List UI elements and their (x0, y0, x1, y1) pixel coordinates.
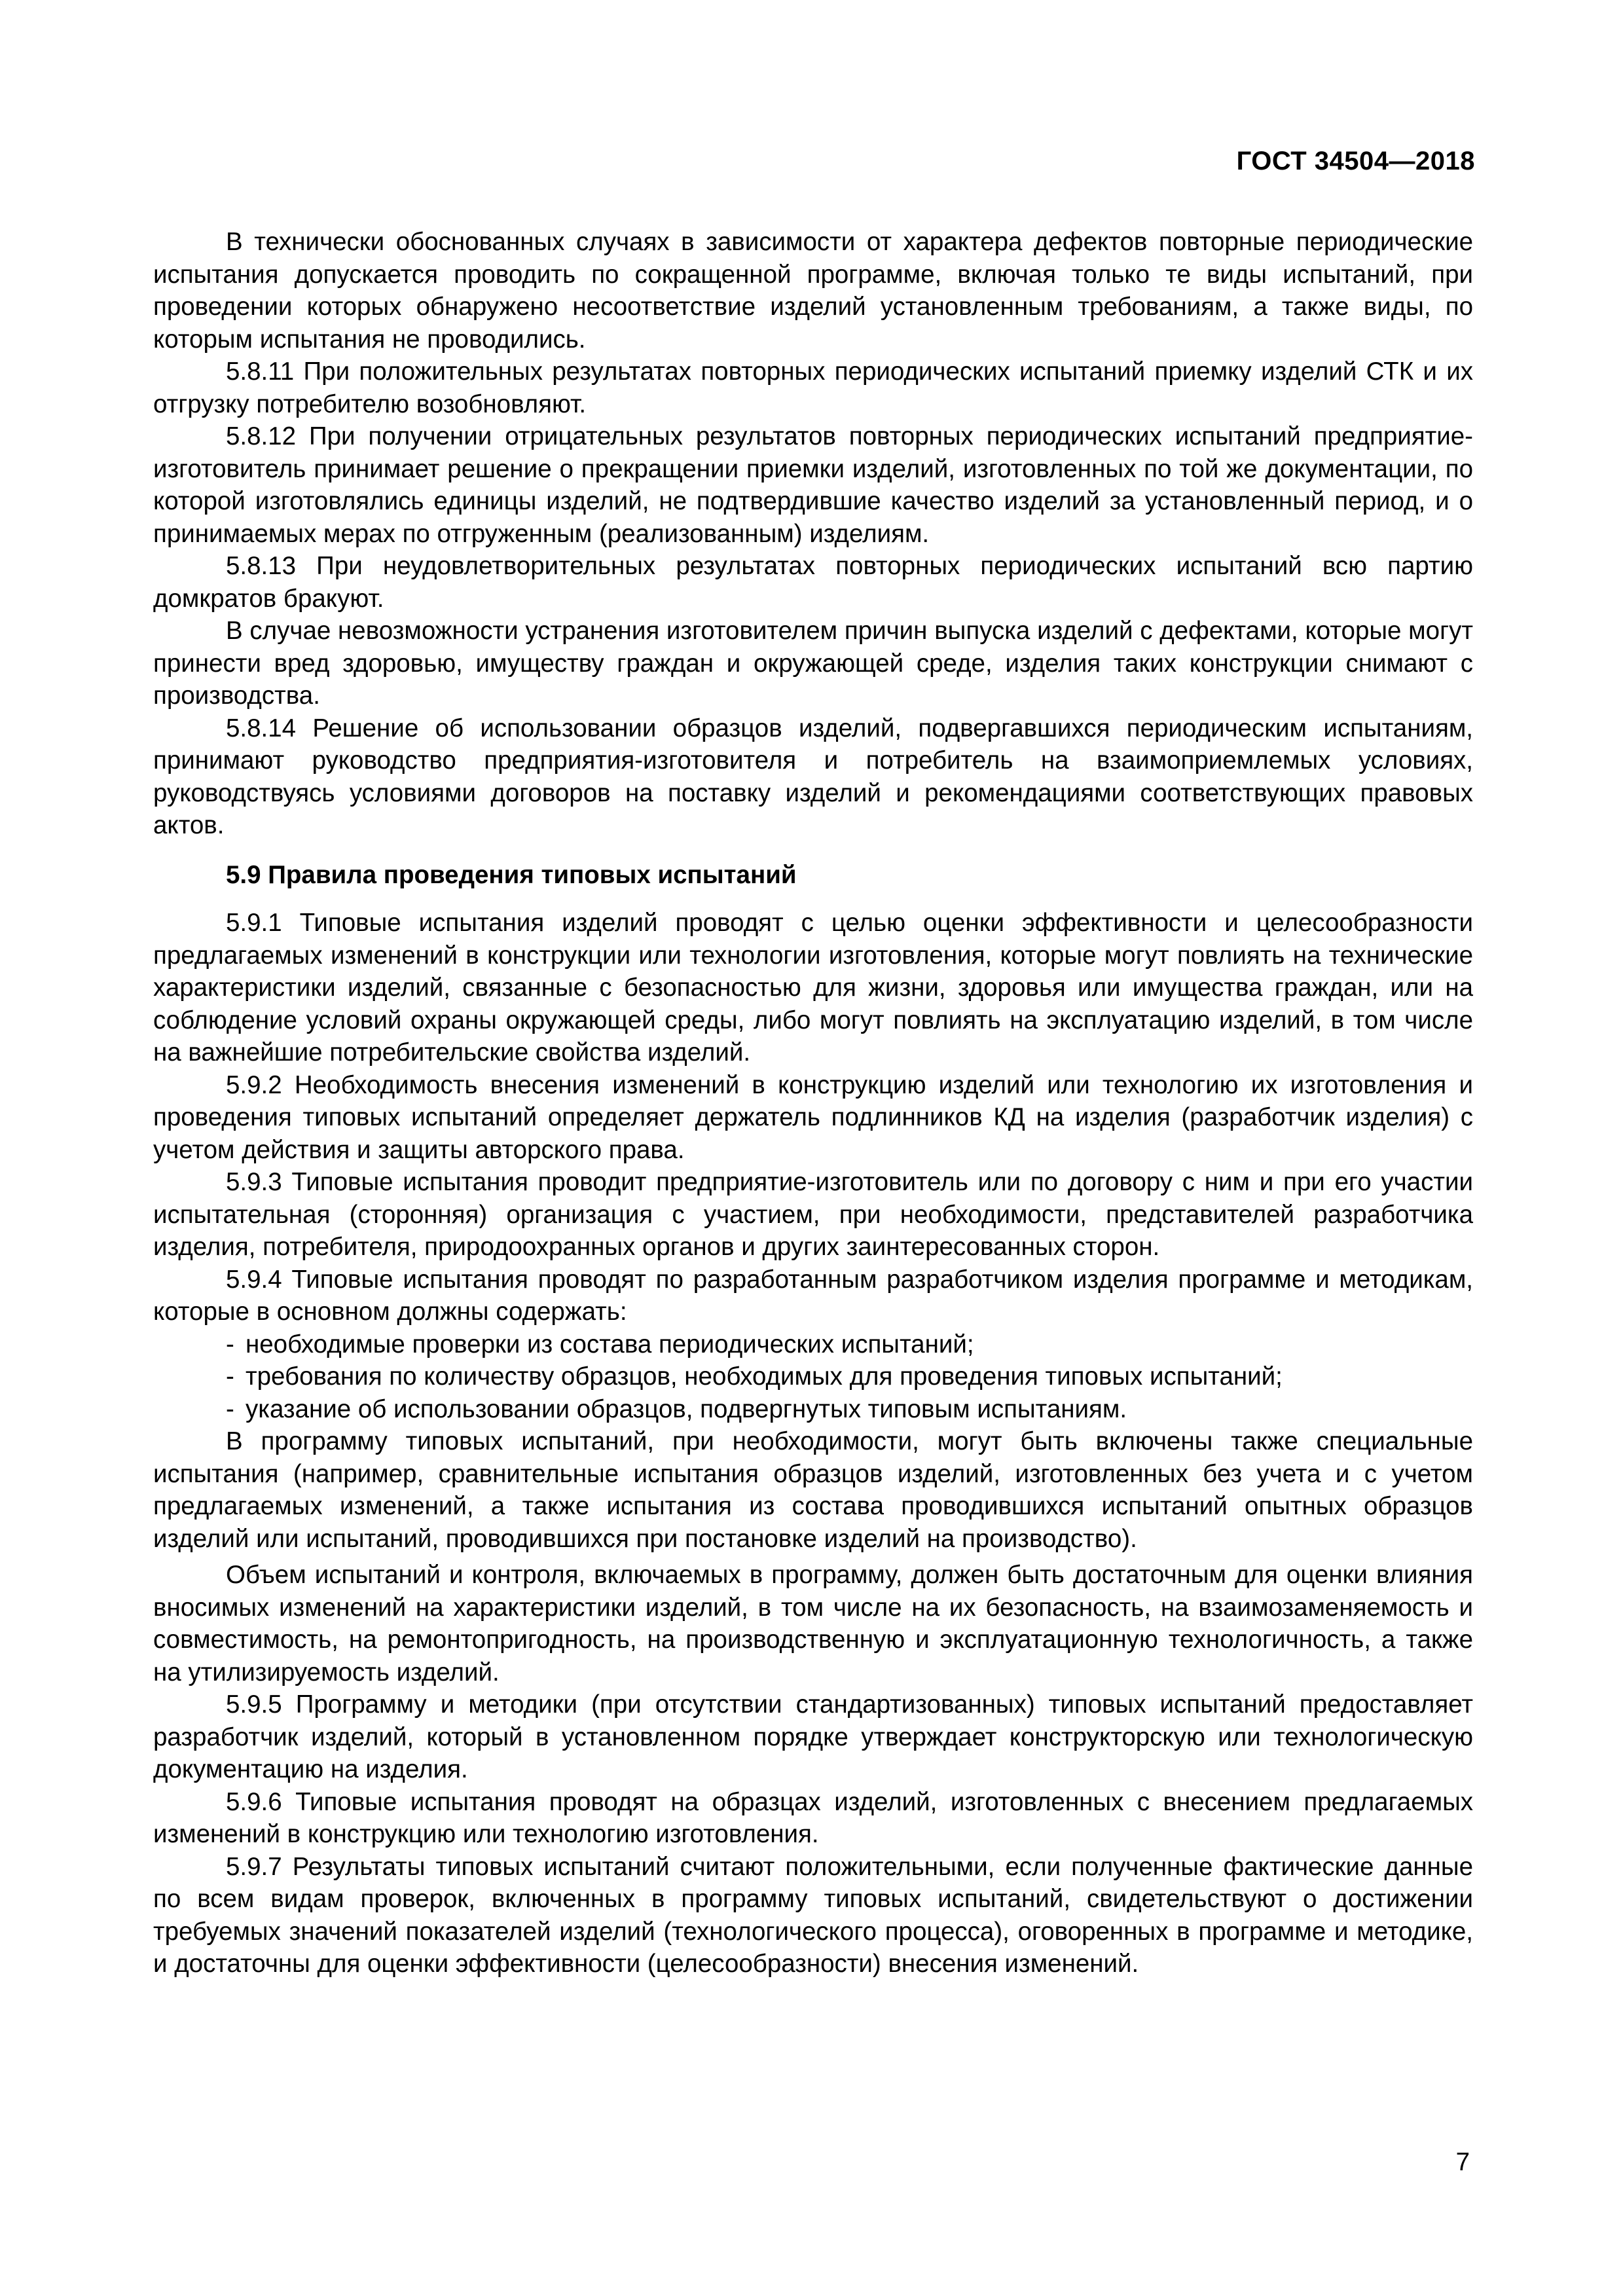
list-item (153, 1328, 1473, 1361)
paragraph-5-9-2: 5.9.2 Необходимость внесения изменений в конструкцию изделий или технологию их изготовления и проведения типовых испытаний определяет держатель подлинников КД на изделия (разработчик изделия) с учетом действия и защиты авторского права. (153, 1070, 1473, 1164)
paragraph-5-9-6: 5.9.6 Типовые испытания проводят на образцах изделий, изготовленных с внесением предлагаемых изменений в конструкцию или технологию изготовления. (153, 1787, 1473, 1848)
paragraph-5-8-12: 5.8.12 При получении отрицательных результатов повторных периодических испытаний предприятие-изготовитель принимает решение о прекращении приемки изделий, изготовленных по той же документации, по которой изготовлялись единицы изделий, не подтвердившие качество изделий за установленный период, и о принимаемых мерах по отгруженным (реализованным) изделиям. (153, 422, 1473, 548)
section-heading-5-9: 5.9 Правила проведения типовых испытаний (226, 860, 797, 889)
paragraph-scope-of-tests: Объем испытаний и контроля, включаемых в программу, должен быть достаточным для оценки влияния вносимых изменений на характеристики изделий, в том числе на их безопасность, на взаимозаменяемость и совместимость, на ремонтопригодность, на производственную и эксплуатационную технологичность, а также на утилизируемость изделий. (153, 1561, 1473, 1686)
paragraph-5-8-11: 5.8.11 При положительных результатах повторных периодических испытаний приемку изделий СТК и их отгрузку потребителю возобновляют. (153, 357, 1473, 418)
paragraph-5-9-7: 5.9.7 Результаты типовых испытаний считают положительными, если полученные фактические данные по всем видам проверок, включенных в программу типовых испытаний, свидетельствуют о достижении требуемых значений показателей изделий (технологического процесса), оговоренных в программе и методике, и достаточны для оценки эффективности (целесообразности) внесения изменений. (153, 1852, 1473, 1978)
paragraph-defects-removal: В случае невозможности устранения изготовителем причин выпуска изделий с дефектами, которые могут принести вред здоровью, имуществу граждан и окружающей среде, изделия таких конструкции снимают с производства. (153, 617, 1473, 710)
list-item (153, 1360, 1473, 1393)
list-dash: - (226, 1394, 234, 1423)
list-item (153, 1393, 1473, 1426)
document-code-header: ГОСТ 34504—2018 (1236, 147, 1475, 175)
list-item-text: указание об использовании образцов, подвергнутых типовым испытаниям. (246, 1394, 1127, 1423)
list-dash: - (226, 1330, 234, 1358)
list-dash: - (226, 1362, 234, 1391)
program-requirements-list (153, 1328, 1473, 1426)
paragraph-5-9-1: 5.9.1 Типовые испытания изделий проводят с целью оценки эффективности и целесообразности предлагаемых изменений в конструкции или технологии изготовления, которые могут повлиять на технические характеристики изделий, связанные с безопасностью для жизни, здоровья или имущества граждан, или на соблюдение условий охраны окружающей среды, либо могут повлиять на эксплуатацию изделий, в том числе на важнейшие потребительские свойства изделий. (153, 909, 1473, 1066)
paragraph-5-9-4: 5.9.4 Типовые испытания проводят по разработанным разработчиком изделия программе и методикам, которые в основном должны содержать: (153, 1265, 1473, 1326)
paragraph-5-9-3: 5.9.3 Типовые испытания проводит предприятие-изготовитель или по договору с ним и при его участии испытательная (сторонняя) организация с участием, при необходимости, представителей разработчика изделия, потребителя, природоохранных органов и других заинтересованных сторон. (153, 1168, 1473, 1261)
list-item-text: требования по количеству образцов, необходимых для проведения типовых испытаний; (246, 1362, 1283, 1391)
paragraph-special-tests: В программу типовых испытаний, при необходимости, могут быть включены также специальные испытания (например, сравнительные испытания образцов изделий, изготовленных без учета и с учетом предлагаемых изменений, а также испытания из состава проводившихся испытаний опытных образцов изделий или испытаний, проводившихся при постановке изделий на производство). (153, 1427, 1473, 1553)
paragraph-5-9-5: 5.9.5 Программу и методики (при отсутствии стандартизованных) типовых испытаний предоставляет разработчик изделий, который в установленном порядке утверждает конструкторскую или технологическую документацию на изделия. (153, 1690, 1473, 1783)
paragraph-5-8-13: 5.8.13 При неудовлетворительных результатах повторных периодических испытаний всю партию домкратов бракуют. (153, 552, 1473, 613)
page-number: 7 (1455, 2148, 1470, 2176)
list-item-text: необходимые проверки из состава периодических испытаний; (246, 1330, 974, 1358)
paragraph-shortened-program: В технически обоснованных случаях в зависимости от характера дефектов повторные периодические испытания допускается проводить по сокращенной программе, включая только те виды испытаний, при проведении которых обнаружено несоответствие изделий установленным требованиям, а также виды, по которым испытания не проводились. (153, 228, 1473, 354)
paragraph-5-8-14: 5.8.14 Решение об использовании образцов изделий, подвергавшихся периодическим испытаниям, принимают руководство предприятия-изготовителя и потребитель на взаимоприемлемых условиях, руководствуясь условиями договоров на поставку изделий и рекомендациями соответствующих правовых актов. (153, 714, 1473, 839)
document-body (153, 226, 1473, 1980)
